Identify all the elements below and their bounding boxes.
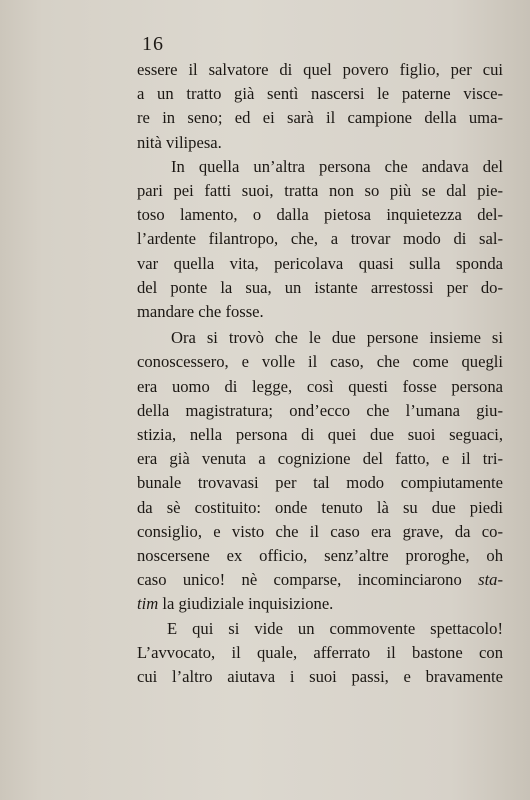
text-line: della magistratura; ond’ecco che l’umana giu-	[137, 400, 503, 420]
text-line: nità vilipesa.	[137, 132, 222, 152]
text-line: era uomo di legge, così questi fosse persona	[137, 376, 503, 396]
text-line: da sè costituito: onde tenuto là su due piedi	[137, 497, 503, 517]
paragraph-2	[137, 155, 503, 324]
text-line: l’ardente filantropo, che, a trovar modo di sal-	[137, 229, 503, 249]
text-line: era già venuta a cognizione del fatto, e il tri-	[137, 449, 503, 469]
text-line: Ora si trovò che le due persone insieme si	[171, 328, 503, 348]
text-line: E qui si vide un commovente spettacolo!	[167, 618, 503, 638]
text-line-with-italic	[137, 592, 503, 616]
text-line: pari pei fatti suoi, tratta non so più se dal pie-	[137, 181, 503, 201]
text-line: mandare che fosse.	[137, 302, 264, 322]
body-text	[137, 58, 503, 689]
italic-word: sta-	[478, 570, 503, 590]
text-line: re in seno; ed ei sarà il campione della uma-	[137, 108, 503, 128]
text-line: var quella vita, pericolava quasi sulla sponda	[137, 253, 503, 273]
text-line: L’avvocato, il quale, afferrato il bastone con	[137, 642, 503, 662]
text-line: stizia, nella persona di quei due suoi seguaci,	[137, 425, 503, 445]
text-line: a un tratto già sentì nascersi le paterne visce-	[137, 84, 503, 104]
paragraph-1	[137, 58, 503, 155]
text-line: In quella un’altra persona che andava del	[171, 156, 503, 176]
text-line: essere il salvatore di quel povero figlio, per cui	[137, 60, 503, 79]
text-line: consiglio, e visto che il caso era grave, da co-	[137, 521, 503, 541]
text-line: noscersene ex officio, senz’altre proroghe, oh	[137, 546, 503, 566]
italic-word: tim	[137, 594, 159, 614]
text-line: toso lamento, o dalla pietosa inquietezza del-	[137, 205, 503, 225]
paragraph-4	[137, 617, 503, 690]
text-line-with-italic	[137, 568, 503, 592]
text-line: del ponte la sua, un istante arrestossi per do-	[137, 277, 503, 297]
paragraph-3	[137, 326, 503, 616]
text-line: cui l’altro aiutava i suoi passi, e bravamente	[137, 667, 503, 687]
text-segment: caso unico! nè comparse, incominciarono	[137, 570, 462, 590]
text-line: conoscessero, e volle il caso, che come quegli	[137, 352, 503, 372]
text-line: bunale trovavasi per tal modo compiutamente	[137, 473, 503, 493]
text-segment: la giudiziale inquisizione.	[158, 594, 334, 614]
page-number: 16	[142, 33, 164, 55]
